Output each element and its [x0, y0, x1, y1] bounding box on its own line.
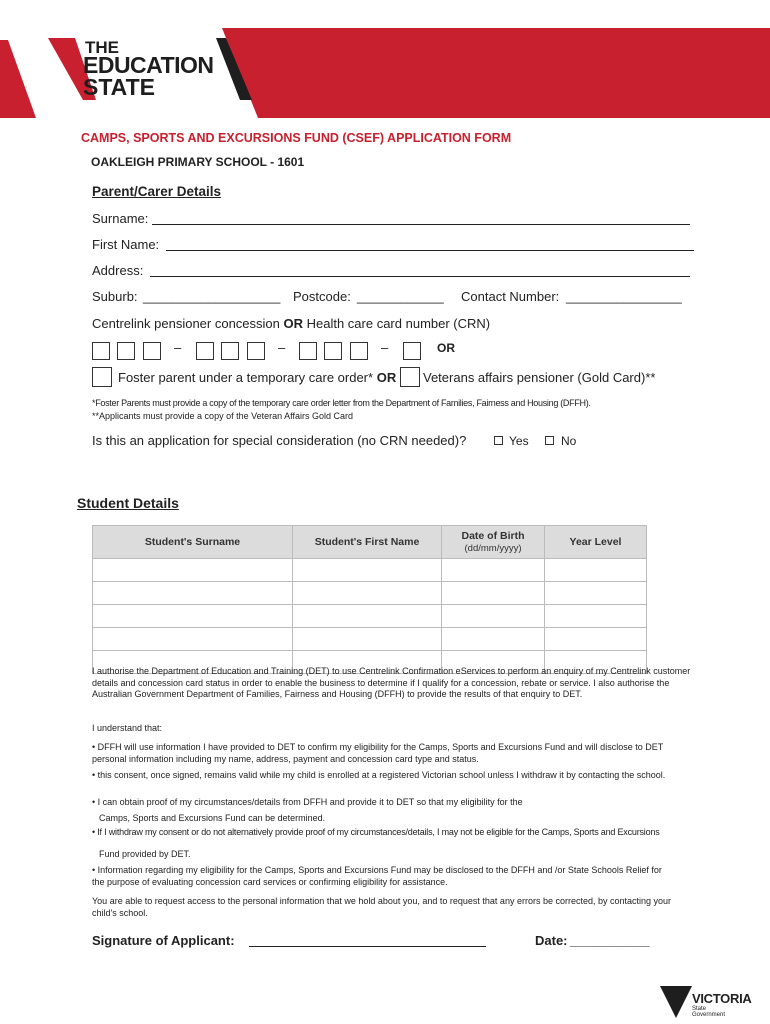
crn-digit-box[interactable]: [403, 342, 421, 360]
suburb-field[interactable]: ___________________: [143, 289, 281, 304]
crn-digit-box[interactable]: [196, 342, 214, 360]
logo-education: EDUCATION: [83, 52, 214, 78]
veterans-note: **Applicants must provide a copy of the Veteran Affairs Gold Card: [92, 411, 353, 421]
crn-label: [92, 316, 490, 331]
table-cell[interactable]: [545, 605, 647, 628]
understand-label: I understand that:: [92, 723, 163, 733]
table-cell[interactable]: [293, 582, 442, 605]
crn-digit-box[interactable]: [117, 342, 135, 360]
col-dob: [442, 526, 545, 559]
date-field[interactable]: ___________: [570, 933, 650, 948]
access-paragraph: You are able to request access to the personal information that we hold about you, and to request that any errors be corrected, by contacting your child's school.: [92, 896, 672, 918]
table-cell[interactable]: [93, 605, 293, 628]
foster-checkbox[interactable]: [92, 367, 112, 387]
crn-digit-box[interactable]: [324, 342, 342, 360]
banner-right-block: [222, 28, 770, 118]
bullet-consent-valid: • this consent, once signed, remains valid while my child is enrolled at a registered Victorian school unless I withdraw it by contacting the school.: [92, 770, 666, 780]
table-cell[interactable]: [545, 559, 647, 582]
crn-dash: –: [381, 340, 389, 355]
bullet-dffh: • DFFH will use information I have provided to DET to confirm my eligibility for the Camps, Sports and Excursions Fund and will disclose to DET personal information including my name, address, payment and concession card type and status.: [92, 742, 664, 764]
bullet-proof-cont: Camps, Sports and Excursions Fund can be determined.: [99, 813, 326, 823]
crn-label-or: OR: [283, 316, 303, 331]
no-checkbox[interactable]: [545, 436, 554, 445]
surname-label: Surname:: [92, 211, 149, 226]
table-cell[interactable]: [545, 628, 647, 651]
table-row: [93, 582, 647, 605]
victoria-logo-icon: [660, 982, 692, 1022]
logo-state: STATE: [83, 74, 155, 100]
bullet-withdraw: • If I withdraw my consent or do not alternatively provide proof of my circumstances/details, I may not be eligible for the Camps, Sports and Excursions: [92, 827, 660, 837]
col-dob-format: (dd/mm/yyyy): [464, 542, 522, 554]
consent-paragraph: I authorise the Department of Education and Training (DET) to use Centrelink Confirmation eServices to perform an enquiry of my Centrelink customer details and concession card status in order to enable the business to determine if I qualify for a concession, rebate or service. I also authorise the Australian Government Department of Families, Fairness and Housing (DFFH) to provide the results of that enquiry to DET.: [92, 666, 691, 699]
col-dob-label: Date of Birth: [461, 529, 525, 542]
table-cell[interactable]: [293, 559, 442, 582]
school-name: OAKLEIGH PRIMARY SCHOOL - 1601: [91, 155, 305, 169]
table-cell[interactable]: [293, 605, 442, 628]
table-cell[interactable]: [93, 628, 293, 651]
bullet-information: • Information regarding my eligibility for the Camps, Sports and Excursions Fund may be disclosed to the DFFH and /or State Schools Relief for the purpose of evaluating concession card services or confirming eligibility for assistance.: [92, 865, 662, 887]
table-row: [93, 605, 647, 628]
table-cell[interactable]: [442, 605, 545, 628]
yes-checkbox[interactable]: [494, 436, 503, 445]
contact-field[interactable]: ________________: [566, 289, 682, 304]
crn-digit-box[interactable]: [92, 342, 110, 360]
col-firstname: Student's First Name: [293, 526, 442, 559]
crn-dash: –: [174, 340, 182, 355]
foster-note: *Foster Parents must provide a copy of the temporary care order letter from the Department of Families, Fairness and Housing (DFFH).: [92, 398, 591, 408]
yes-label: Yes: [509, 434, 529, 448]
crn-label-post: Health care card number (CRN): [303, 316, 491, 331]
foster-label: [118, 370, 396, 385]
crn-label-pre: Centrelink pensioner concession: [92, 316, 284, 331]
crn-digit-box[interactable]: [143, 342, 161, 360]
surname-field[interactable]: [152, 224, 690, 225]
foster-or: OR: [376, 370, 397, 385]
veterans-checkbox[interactable]: [400, 367, 420, 387]
crn-digit-box[interactable]: [247, 342, 265, 360]
form-title: CAMPS, SPORTS AND EXCURSIONS FUND (CSEF) APPLICATION FORM: [81, 131, 512, 145]
special-question: Is this an application for special consideration (no CRN needed)?: [92, 433, 467, 448]
foster-label-text: Foster parent under a temporary care order*: [118, 370, 374, 385]
student-table: [92, 525, 647, 674]
crn-digit-box[interactable]: [299, 342, 317, 360]
address-label: Address:: [92, 263, 144, 278]
table-cell[interactable]: [93, 582, 293, 605]
student-heading: Student Details: [77, 495, 179, 511]
crn-or: OR: [437, 341, 455, 355]
address-field[interactable]: [150, 276, 690, 277]
veterans-label: Veterans affairs pensioner (Gold Card)**: [423, 370, 656, 385]
no-label: No: [561, 434, 577, 448]
table-cell[interactable]: [545, 582, 647, 605]
table-row: [93, 628, 647, 651]
date-label: Date:: [535, 933, 568, 948]
table-cell[interactable]: [442, 559, 545, 582]
suburb-label: Suburb:: [92, 289, 138, 304]
firstname-field[interactable]: [166, 250, 694, 251]
table-cell[interactable]: [93, 559, 293, 582]
postcode-field[interactable]: ____________: [357, 289, 444, 304]
table-cell[interactable]: [293, 628, 442, 651]
victoria-logo-text: VICTORIA: [692, 991, 752, 1006]
crn-digit-box[interactable]: [350, 342, 368, 360]
col-year: Year Level: [545, 526, 647, 559]
victoria-logo-sub2: Government: [692, 1012, 726, 1018]
banner-left-stripe: [0, 40, 36, 118]
logo-the: THE: [85, 38, 119, 57]
firstname-label: First Name:: [92, 237, 160, 252]
crn-dash: –: [278, 340, 286, 355]
bullet-proof: • I can obtain proof of my circumstances/details from DFFH and provide it to DET so that my eligibility for the: [92, 797, 523, 807]
table-cell[interactable]: [442, 582, 545, 605]
table-cell[interactable]: [442, 628, 545, 651]
signature-label: Signature of Applicant:: [92, 933, 235, 948]
crn-digit-box[interactable]: [221, 342, 239, 360]
parent-heading: Parent/Carer Details: [92, 184, 222, 199]
bullet-withdraw-cont: Fund provided by DET.: [99, 849, 191, 859]
contact-label: Contact Number:: [461, 289, 560, 304]
victoria-logo-sub1: State: [692, 1006, 707, 1012]
col-surname: Student's Surname: [93, 526, 293, 559]
table-row: [93, 559, 647, 582]
postcode-label: Postcode:: [293, 289, 351, 304]
signature-field[interactable]: [249, 946, 486, 947]
